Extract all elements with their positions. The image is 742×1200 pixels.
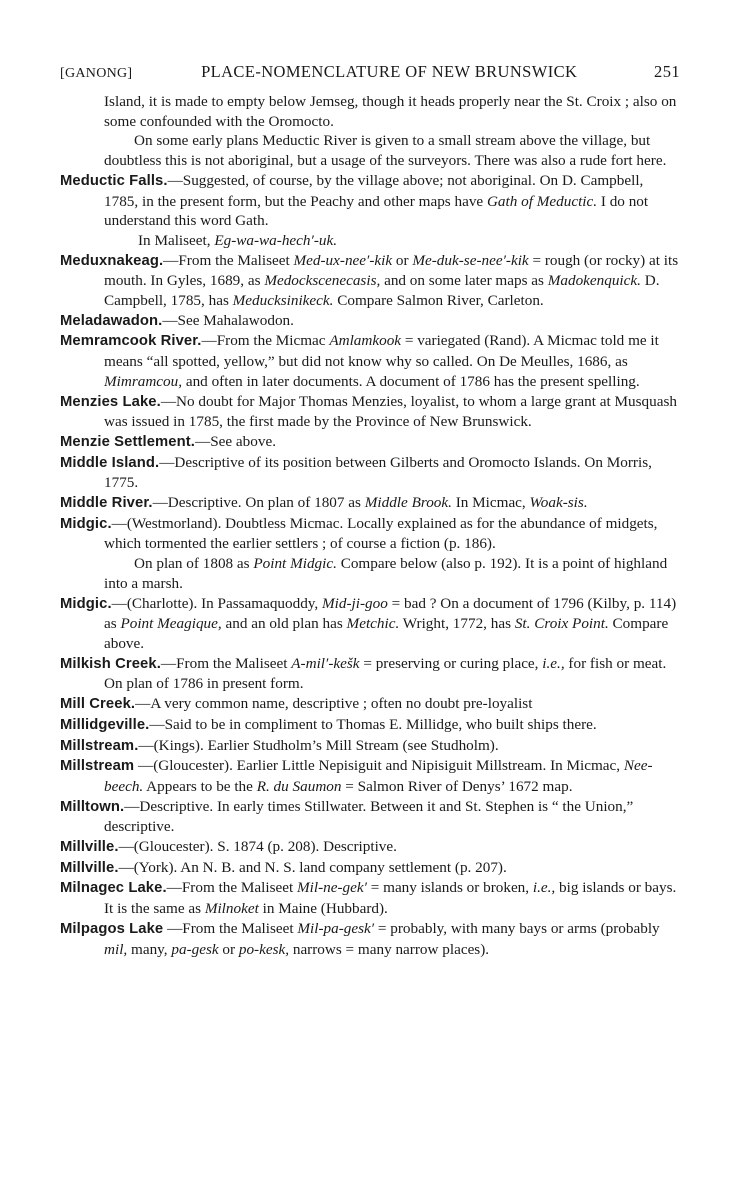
italic-term: mil, bbox=[104, 940, 128, 958]
entry-text: —See above. bbox=[195, 432, 276, 450]
entry-text: —Descriptive. On plan of 1807 as bbox=[152, 494, 365, 512]
entry-headword: Millstream. bbox=[60, 737, 139, 754]
entry-headword: Midgic. bbox=[60, 515, 112, 532]
dictionary-entry bbox=[60, 654, 680, 694]
entry-text: = many islands or broken, bbox=[366, 879, 533, 897]
entry-text: —Descriptive of its position between Gilberts and Oromocto Islands. On Morris, 1775. bbox=[104, 453, 652, 492]
entry-text: Wright, 1772, has bbox=[399, 615, 515, 633]
entry-headword: Millstream bbox=[60, 758, 135, 775]
entry-text: —Descriptive. In early times Stillwater. Between it and St. Stephen is “ the Union,” descriptive. bbox=[104, 797, 634, 836]
entry-text: On plan of 1808 as bbox=[134, 555, 254, 573]
entry-text: = bad ? On a document of 1796 (Kilby, p. 114) as bbox=[104, 594, 677, 633]
entry-text: —A very common name, descriptive ; often no doubt pre-loyalist bbox=[135, 695, 533, 713]
italic-term: Mil-pa-gesk′ bbox=[297, 919, 375, 937]
entry-text: —See Mahalawodon. bbox=[162, 311, 294, 329]
entry-text: Compare below (also p. 192). It is a point of highland into a marsh. bbox=[104, 555, 668, 592]
entry-paragraph bbox=[60, 92, 680, 131]
entry-headword: Millville. bbox=[60, 859, 119, 876]
dictionary-entry bbox=[60, 837, 680, 858]
entry-headword: Millidgeville. bbox=[60, 716, 150, 733]
entry-text: In Maliseet, bbox=[138, 231, 215, 249]
italic-term: Nee-beech. bbox=[104, 757, 653, 795]
dictionary-entry bbox=[60, 878, 680, 918]
entry-text: for fish or meat. On plan of 1786 in present form. bbox=[104, 654, 667, 693]
entry-text: Appears to be the bbox=[143, 777, 257, 795]
entry-text: or bbox=[218, 940, 239, 958]
dictionary-entry bbox=[60, 858, 680, 879]
entry-text: —(Gloucester). Earlier Little Nepisiguit and Nipisiguit Millstream. In Micmac, bbox=[134, 757, 624, 775]
entry-text: I do not understand this word Gath. bbox=[104, 192, 649, 230]
dictionary-entry bbox=[60, 311, 680, 332]
entry-headword: Memramcook River. bbox=[60, 333, 202, 350]
entry-text: or bbox=[392, 251, 413, 269]
entry-text: D. Campbell, 1785, has bbox=[104, 272, 660, 310]
entry-text: = rough (or rocky) at its mouth. In Gyles, 1689, as bbox=[104, 251, 679, 290]
entry-headword: Meladawadon. bbox=[60, 312, 163, 329]
entry-headword: Milkish Creek. bbox=[60, 655, 161, 672]
italic-term: Metchic. bbox=[346, 615, 400, 633]
entry-headword: Midgic. bbox=[60, 595, 112, 612]
italic-term: Amlamkook bbox=[329, 332, 402, 350]
entry-text: = variegated (Rand). A Micmac told me it means “all spotted, yellow,” but did not know why so called. On De Meulles, 1686, as bbox=[104, 332, 659, 371]
entry-text: —Suggested, of course, by the village above; not aboriginal. On D. Campbell, 1785, in the present form, but the Peachy and other maps have bbox=[104, 171, 644, 210]
entry-text: —From the Maliseet bbox=[160, 654, 292, 672]
entry-paragraph bbox=[60, 231, 680, 251]
entry-headword: Middle Island. bbox=[60, 454, 160, 471]
entry-text: Compare Salmon River, Carleton. bbox=[333, 292, 544, 310]
entry-headword: Milnagec Lake. bbox=[60, 880, 167, 897]
dictionary-entry bbox=[60, 919, 680, 959]
entry-paragraph bbox=[60, 131, 680, 170]
dictionary-entry bbox=[60, 736, 680, 757]
entry-text: On some early plans Meductic River is given to a small stream above the village, but doubtless this is not aboriginal, but a usage of the surveyors. There was also a rude fort here. bbox=[104, 132, 667, 170]
italic-term: A-mil′-kešk bbox=[291, 654, 360, 672]
entry-text: and an old plan has bbox=[221, 615, 347, 633]
entry-headword: Middle River. bbox=[60, 495, 153, 512]
italic-term: Eg-wa-wa-hech′-uk. bbox=[214, 231, 338, 249]
dictionary-entry bbox=[60, 331, 680, 391]
entry-text: narrows = many narrow places). bbox=[289, 940, 490, 958]
italic-term: Mimramcou, bbox=[104, 372, 183, 390]
entry-text: in Maine (Hubbard). bbox=[258, 900, 388, 918]
entry-headword: Millville. bbox=[60, 839, 119, 856]
entry-text: and on some later maps as bbox=[380, 272, 548, 290]
italic-term: R. du Saumon bbox=[256, 777, 342, 795]
dictionary-entry bbox=[60, 756, 680, 796]
entry-headword: Milpagos Lake bbox=[60, 920, 164, 937]
italic-term: St. Croix Point. bbox=[514, 615, 609, 633]
dictionary-entry bbox=[60, 594, 680, 654]
entry-text: —From the Maliseet bbox=[163, 251, 294, 269]
italic-term: Milnoket bbox=[204, 900, 259, 918]
dictionary-entry bbox=[60, 392, 680, 432]
italic-term: Medockscenecasis, bbox=[264, 272, 381, 290]
entry-text: and often in later documents. A document of 1786 has the present spelling. bbox=[182, 372, 640, 390]
dictionary-entry bbox=[60, 493, 680, 514]
entry-text: —From the Micmac bbox=[201, 332, 330, 350]
italic-term: i.e., bbox=[542, 654, 565, 672]
entry-text: In Micmac, bbox=[451, 494, 530, 512]
dictionary-entry bbox=[60, 432, 680, 453]
entry-text: Compare above. bbox=[104, 615, 669, 652]
entry-headword: Menzies Lake. bbox=[60, 393, 161, 410]
entry-text: —From the Maliseet bbox=[163, 919, 298, 937]
italic-term: Point Meagique, bbox=[120, 615, 222, 633]
page-number: 251 bbox=[654, 62, 680, 81]
entry-text: big islands or bays. It is the same as bbox=[104, 879, 677, 918]
entry-text: Island, it is made to empty below Jemseg, though it heads properly near the St. Croix ; also on some confounded with the Oromocto. bbox=[104, 93, 677, 130]
italic-term: Meducksinikeck. bbox=[232, 292, 334, 310]
dictionary-entry bbox=[60, 694, 680, 715]
italic-term: Woak-sis. bbox=[529, 494, 588, 512]
header-title: PLACE-NOMENCLATURE OF NEW BRUNSWICK bbox=[201, 62, 578, 81]
entry-text: many, bbox=[127, 940, 172, 958]
dictionary-entry bbox=[60, 171, 680, 231]
running-header bbox=[60, 62, 680, 82]
entry-text: —From the Maliseet bbox=[166, 879, 298, 897]
entry-text: —(Gloucester). S. 1874 (p. 208). Descriptive. bbox=[118, 838, 397, 856]
italic-term: Med-ux-nee′-kik bbox=[293, 251, 393, 269]
entry-text: = probably, with many bays or arms (probably bbox=[374, 919, 660, 937]
entry-text: —(Kings). Earlier Studholm’s Mill Stream (see Studholm). bbox=[138, 736, 499, 754]
dictionary-entry bbox=[60, 251, 680, 311]
entry-list bbox=[60, 92, 680, 959]
italic-term: Mil-ne-gek′ bbox=[297, 879, 367, 897]
dictionary-entry bbox=[60, 797, 680, 837]
entry-paragraph bbox=[60, 554, 680, 593]
italic-term: pa-gesk bbox=[171, 940, 219, 958]
italic-term: po-kesk, bbox=[238, 940, 290, 958]
entry-headword: Menzie Settlement. bbox=[60, 433, 196, 450]
entry-text: —(York). An N. B. and N. S. land company settlement (p. 207). bbox=[118, 858, 507, 876]
entry-text: = preserving or curing place, bbox=[359, 654, 543, 672]
entry-text: —(Westmorland). Doubtless Micmac. Locally explained as for the abundance of midgets, which tormented the earlier settlers ; of course a fiction (p. 186). bbox=[104, 514, 658, 553]
italic-term: Gath of Meductic. bbox=[486, 192, 598, 210]
italic-term: Madokenquick. bbox=[547, 272, 641, 290]
entry-headword: Milltown. bbox=[60, 798, 125, 815]
italic-term: Mid-ji-goo bbox=[322, 594, 388, 612]
dictionary-entry bbox=[60, 453, 680, 493]
italic-term: i.e., bbox=[532, 879, 556, 897]
entry-headword: Meductic Falls. bbox=[60, 172, 168, 189]
italic-term: Point Midgic. bbox=[253, 555, 337, 573]
entry-text: —No doubt for Major Thomas Menzies, loyalist, to whom a large grant at Musquash was issued in 1785, the first made by the Province of New Brunswick. bbox=[104, 392, 677, 431]
entry-headword: Mill Creek. bbox=[60, 696, 136, 713]
dictionary-entry bbox=[60, 514, 680, 554]
entry-text: —Said to be in compliment to Thomas E. Millidge, who built ships there. bbox=[149, 715, 597, 733]
italic-term: Me-duk-se-nee′-kik bbox=[412, 251, 529, 269]
header-author: [GANONG] bbox=[60, 66, 133, 81]
italic-term: Middle Brook. bbox=[364, 494, 452, 512]
entry-text: —(Charlotte). In Passamaquoddy, bbox=[111, 594, 323, 612]
entry-text: = Salmon River of Denys’ 1672 map. bbox=[341, 777, 573, 795]
dictionary-entry bbox=[60, 715, 680, 736]
entry-headword: Meduxnakeag. bbox=[60, 252, 164, 269]
